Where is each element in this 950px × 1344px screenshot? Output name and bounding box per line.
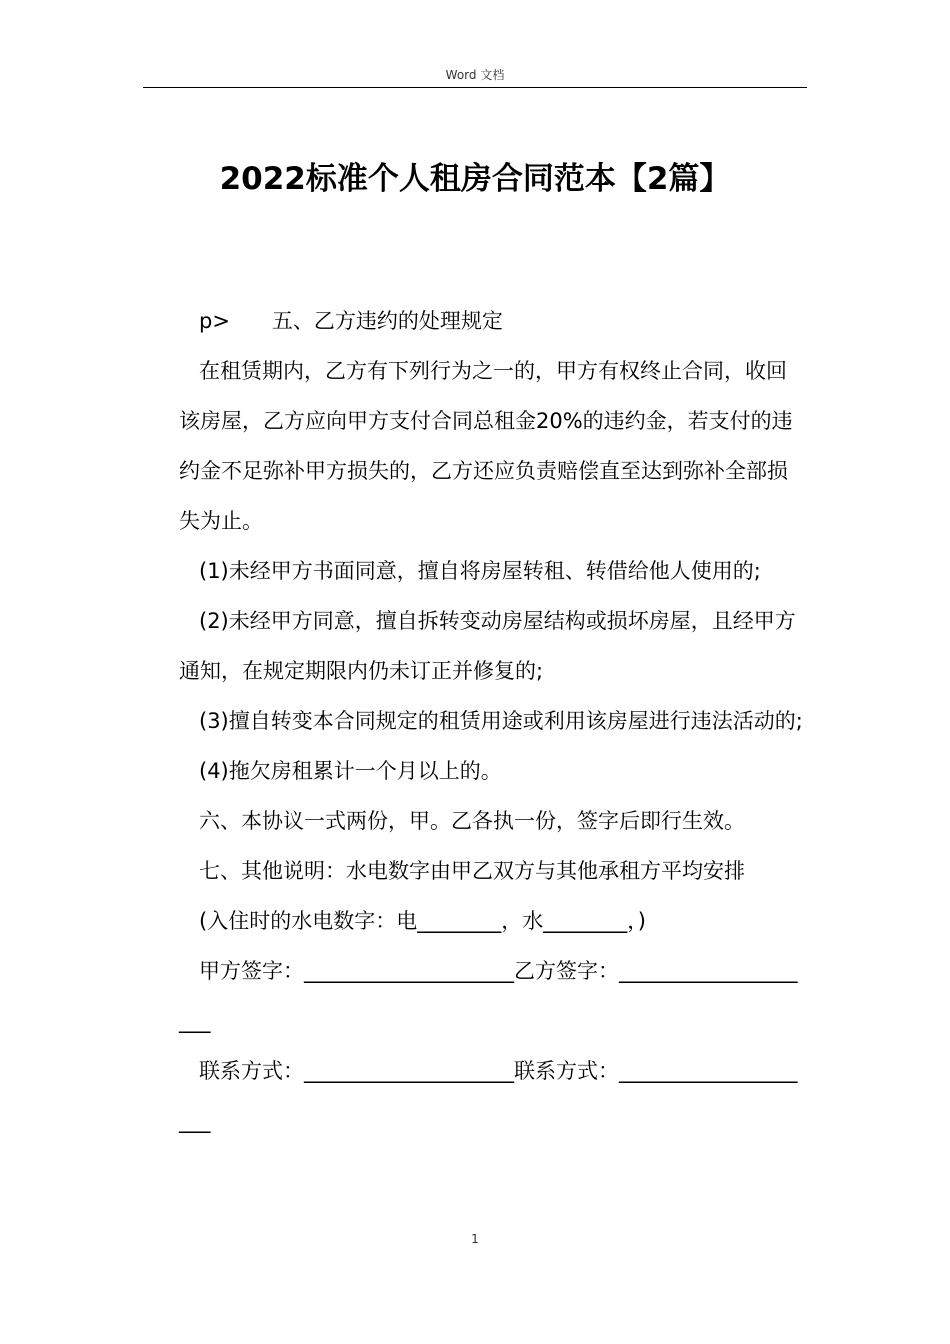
paragraph-clause-1: (1)未经甲方书面同意，擅自将房屋转租、转借给他人使用的; (199, 559, 761, 583)
page-number: 1 (471, 1232, 479, 1246)
paragraph-breach-terms: 在租赁期内，乙方有下列行为之一的，甲方有权终止合同，收回该房屋，乙方应向甲方支付合同总租金20%的违约金，若支付的违约金不足弥补甲方损失的，乙方还应负责赔偿直至达到弥补全部损失为止。 (179, 359, 793, 533)
paragraph-utility-readings: (入住时的水电数字：电________，水________，) (199, 909, 646, 933)
paragraph-clause-2: (2)未经甲方同意，擅自拆转变动房屋结构或损坏房屋，且经甲方通知，在规定期限内仍未订正并修复的; (179, 609, 796, 683)
document-body (179, 296, 807, 1146)
page-header: Word 文档 (445, 68, 505, 82)
paragraph-other-notes: 七、其他说明：水电数字由甲乙双方与其他承租方平均安排 (199, 859, 745, 883)
header-rule (143, 87, 807, 88)
paragraph-clause-4: (4)拖欠房租累计一个月以上的。 (199, 759, 502, 783)
paragraph-contacts: 联系方式：____________________联系方式：____________________ (179, 1059, 798, 1133)
paragraph-signatures: 甲方签字：____________________乙方签字：____________________ (179, 959, 798, 1033)
paragraph-copies: 六、本协议一式两份，甲。乙各执一份，签字后即行生效。 (199, 809, 745, 833)
document-title: 2022标准个人租房合同范本【2篇】 (219, 161, 731, 197)
paragraph-breach-heading: p> 五、乙方违约的处理规定 (199, 309, 503, 333)
paragraph-clause-3: (3)擅自转变本合同规定的租赁用途或利用该房屋进行违法活动的; (199, 709, 803, 733)
